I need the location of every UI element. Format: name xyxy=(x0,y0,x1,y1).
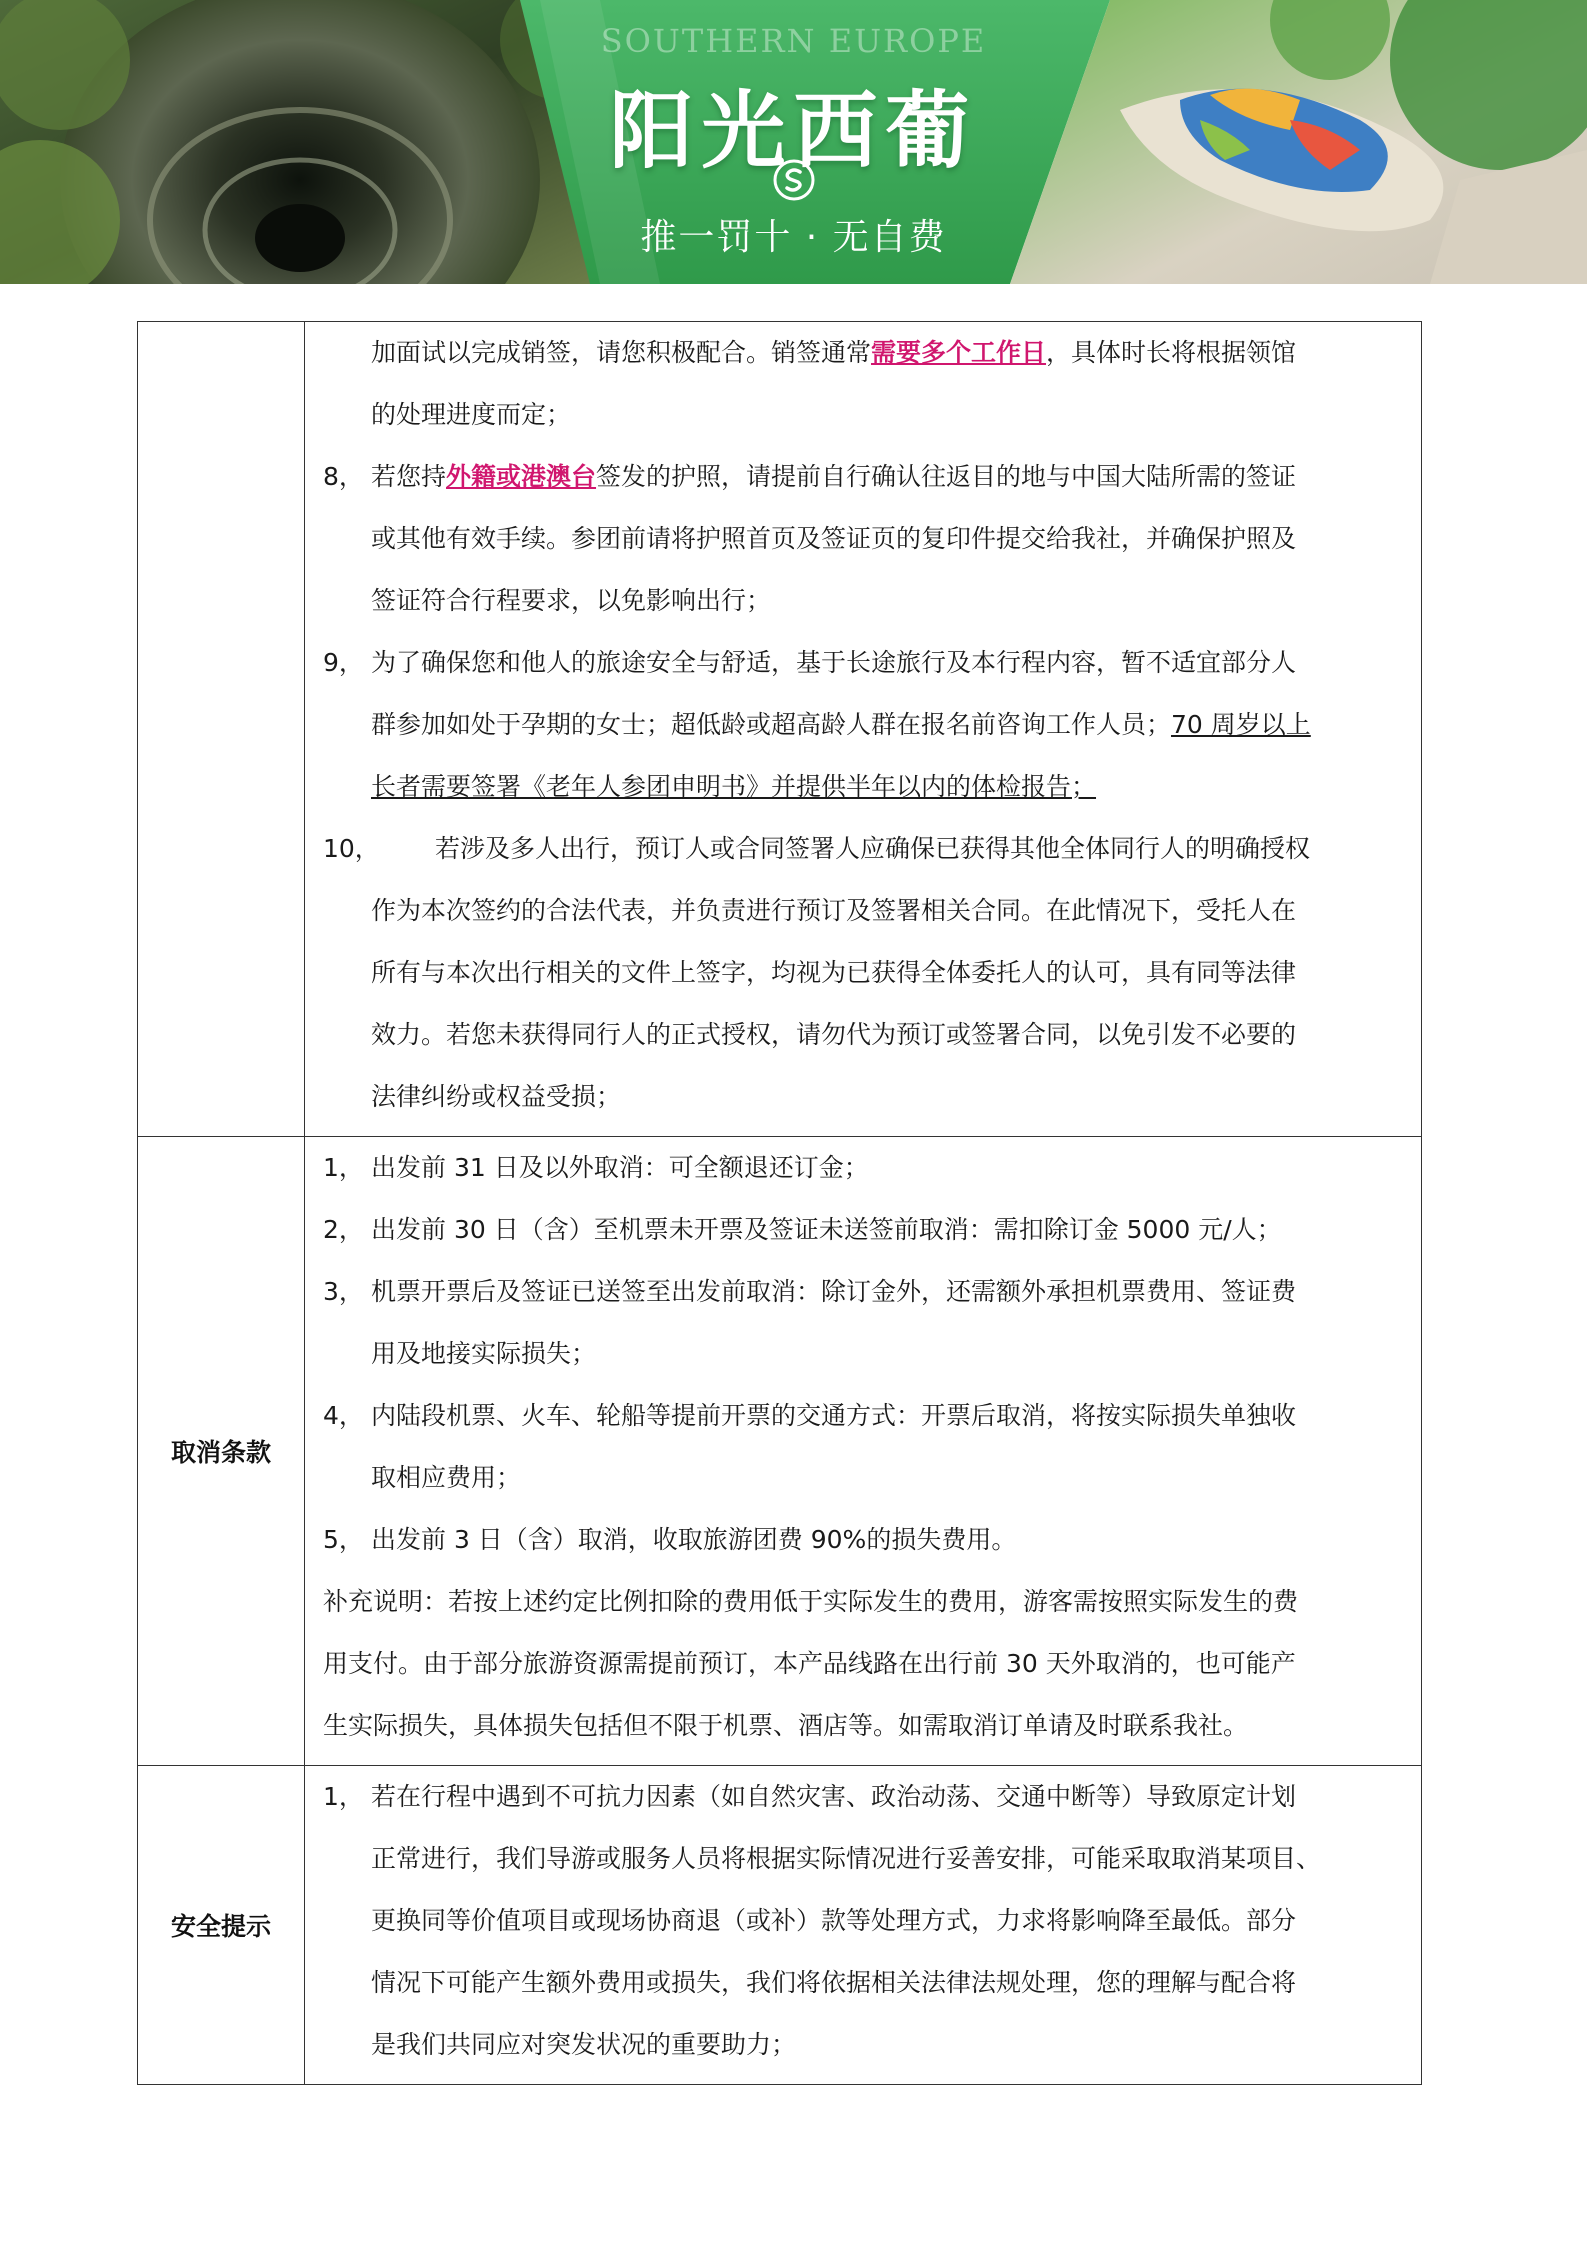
list-item: 1， 出发前 31 日及以外取消：可全额退还订金； xyxy=(323,1137,1407,1199)
cancellation-content xyxy=(305,1137,1422,1766)
item-number: 1， xyxy=(323,1153,364,1182)
list-item-continuation: 的处理进度而定； xyxy=(371,400,572,429)
notes-content xyxy=(305,322,1422,1137)
list-item-continuation: 作为本次签约的合法代表，并负责进行预订及签署相关合同。在此情况下，受托人在 xyxy=(371,896,1297,925)
safety-content xyxy=(305,1766,1422,2085)
highlight-multiple-workdays: 需要多个工作日 xyxy=(871,338,1047,367)
list-item-continuation: 加面试以完成销签，请您积极配合。销签通常需要多个工作日，具体时长将根据领馆 xyxy=(371,338,1297,367)
list-item-continuation: 情况下可能产生额外费用或损失，我们将依据相关法律法规处理，您的理解与配合将 xyxy=(371,1968,1297,1997)
list-item-continuation: 签证符合行程要求，以免影响出行； xyxy=(371,586,772,615)
item-number: 2， xyxy=(323,1215,364,1244)
supplementary-note: 生实际损失，具体损失包括但不限于机票、酒店等。如需取消订单请及时联系我社。 xyxy=(323,1711,1249,1740)
list-item-continuation: 群参加如处于孕期的女士；超低龄或超高龄人群在报名前咨询工作人员；70 周岁以上 xyxy=(371,710,1311,739)
banner-title: 阳光西葡 xyxy=(609,81,978,180)
underlined-age-note: 70 周岁以上 xyxy=(1171,710,1311,739)
list-item-continuation: 取相应费用； xyxy=(371,1463,522,1492)
list-item-continuation: 所有与本次出行相关的文件上签字，均视为已获得全体委托人的认可，具有同等法律 xyxy=(371,958,1297,987)
item-number: 8， xyxy=(323,462,364,491)
list-item-continuation: 效力。若您未获得同行人的正式授权，请勿代为预订或签署合同，以免引发不必要的 xyxy=(371,1020,1297,1049)
notes-row xyxy=(138,322,1422,1137)
supplementary-note: 用支付。由于部分旅游资源需提前预订，本产品线路在出行前 30 天外取消的，也可能产 xyxy=(323,1649,1296,1678)
list-item: 5， 出发前 3 日（含）取消，收取旅游团费 90%的损失费用。 xyxy=(323,1509,1407,1571)
list-item-continuation: 法律纠纷或权益受损； xyxy=(371,1082,622,1111)
item-number: 5， xyxy=(323,1525,364,1554)
list-item: 9， 为了确保您和他人的旅途安全与舒适，基于长途旅行及本行程内容，暂不适宜部分人 xyxy=(323,632,1407,694)
item-number: 10， xyxy=(323,834,380,863)
item-number: 1， xyxy=(323,1782,364,1811)
section-label-cancellation: 取消条款 xyxy=(138,1137,305,1766)
list-item-continuation: 正常进行，我们导游或服务人员将根据实际情况进行妥善安排，可能采取取消某项目、 xyxy=(371,1844,1322,1873)
banner-subtitle: 推一罚十 · 无自费 xyxy=(640,217,947,258)
list-item-continuation xyxy=(323,756,1407,818)
list-item: 4， 内陆段机票、火车、轮船等提前开票的交通方式：开票后取消，将按实际损失单独收 xyxy=(323,1385,1407,1447)
item-number: 3， xyxy=(323,1277,364,1306)
terms-table xyxy=(137,321,1422,2085)
list-item: 2， 出发前 30 日（含）至机票未开票及签证未送签前取消：需扣除订金 5000 元/人； xyxy=(323,1199,1407,1261)
section-label-safety: 安全提示 xyxy=(138,1766,305,2085)
list-item-continuation: 更换同等价值项目或现场协商退（或补）款等处理方式，力求将影响降至最低。部分 xyxy=(371,1906,1297,1935)
list-item: 1， 若在行程中遇到不可抗力因素（如自然灾害、政治动荡、交通中断等）导致原定计划 xyxy=(323,1766,1407,1828)
underlined-elder-declaration: 长者需要签署《老年人参团申明书》并提供半年以内的体检报告； xyxy=(371,772,1097,801)
item-number: 4， xyxy=(323,1401,364,1430)
highlight-foreign-passport: 外籍或港澳台 xyxy=(446,462,597,491)
supplementary-note: 补充说明：若按上述约定比例扣除的费用低于实际发生的费用，游客需按照实际发生的费 xyxy=(323,1587,1299,1616)
cancellation-row xyxy=(138,1137,1422,1766)
list-item-continuation: 或其他有效手续。参团前请将护照首页及签证页的复印件提交给我社，并确保护照及 xyxy=(371,524,1297,553)
header-banner xyxy=(0,0,1587,284)
safety-row xyxy=(138,1766,1422,2085)
brand-logo-icon xyxy=(772,158,816,202)
list-item-continuation: 是我们共同应对突发状况的重要助力； xyxy=(371,2030,797,2059)
list-item-continuation: 用及地接实际损失； xyxy=(371,1339,597,1368)
item-number: 9， xyxy=(323,648,364,677)
banner-english-title: SOUTHERN EUROPE xyxy=(600,22,987,60)
section-label xyxy=(138,322,305,1137)
list-item: 8， 若您持外籍或港澳台签发的护照，请提前自行确认往返目的地与中国大陆所需的签证 xyxy=(323,446,1407,508)
list-item: 3， 机票开票后及签证已送签至出发前取消：除订金外，还需额外承担机票费用、签证费 xyxy=(323,1261,1407,1323)
list-item: 10， 若涉及多人出行，预订人或合同签署人应确保已获得其他全体同行人的明确授权 xyxy=(323,818,1407,880)
